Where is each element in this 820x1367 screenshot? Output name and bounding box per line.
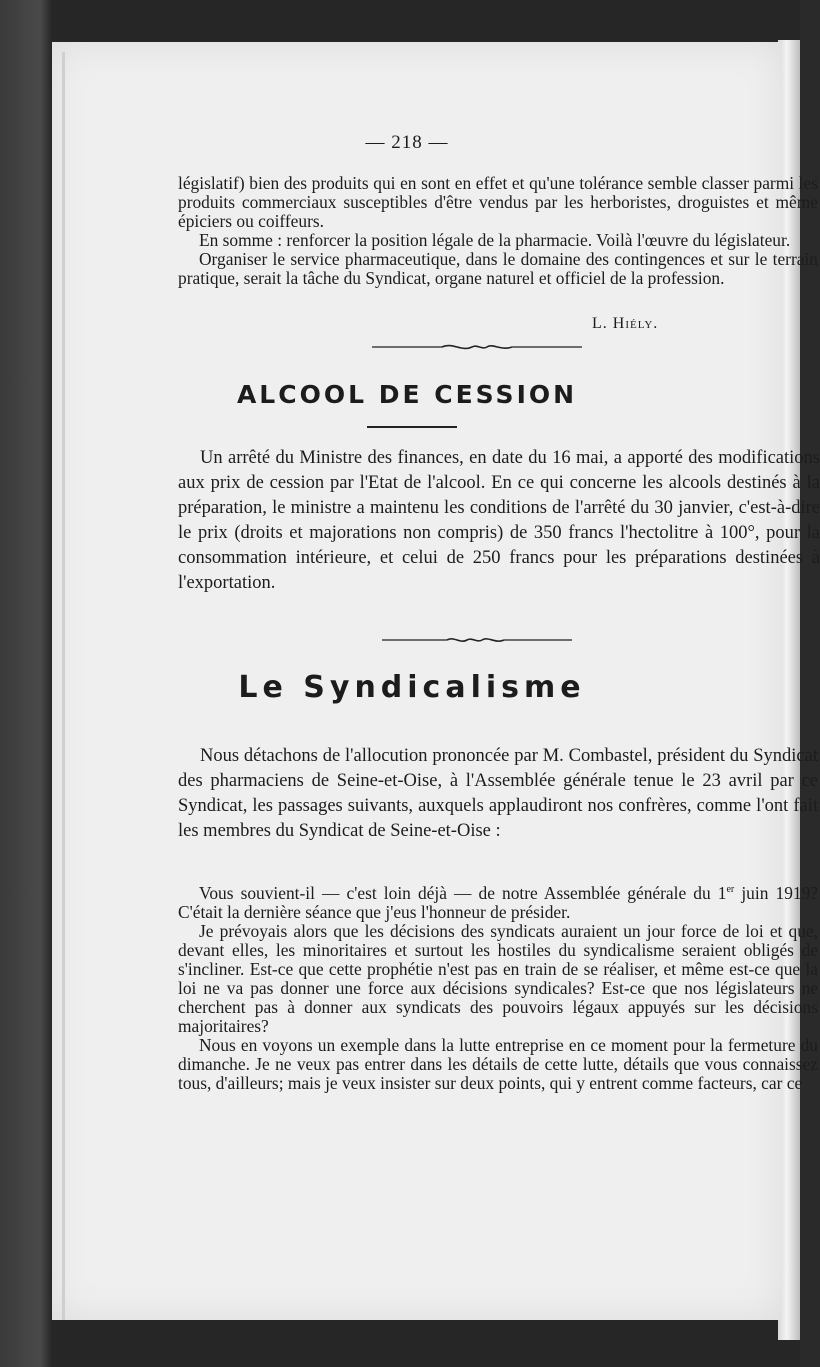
alcool-text: [178, 446, 820, 596]
section-title-alcool: ALCOOL DE CESSION: [236, 380, 578, 409]
alcool-paragraph: Un arrêté du Ministre des finances, en date du 16 mai, a apporté des modifications aux prix de cession par l'Etat de l'alcool. En ce qui concerne les alcools destinés à la préparation, le ministre a maintenu les conditions de l'arrêté du 30 janvier, c'est-à-dire le prix (droits et majorations non compris) de 350 francs l'hectolitre à 100°, pour la consommation intérieure, et celui de 250 francs pour les préparations destinées à l'exportation.: [178, 448, 820, 593]
intro-paragraph-2: En somme : renforcer la position légale de la pharmacie. Voilà l'œuvre du législateur.: [199, 230, 791, 250]
ornament-divider-2: [382, 635, 572, 645]
flourish-icon: [382, 635, 572, 645]
speech-p1-a: Vous souvient-il — c'est loin déjà — de notre Assemblée générale du 1: [199, 882, 727, 903]
signature-name: Hiély.: [612, 315, 659, 332]
intro-text: [178, 174, 818, 288]
intro-paragraph-3: Organiser le service pharmaceutique, dans le domaine des contingences et sur le terrain pratique, serait la tâche du Syndicat, organe naturel et officiel de la profession.: [178, 249, 818, 288]
syndicalisme-intro-paragraph: Nous détachons de l'allocution prononcée par M. Combastel, président du Syndicat des pharmaciens de Seine-et-Oise, à l'Assemblée générale tenue le 23 avril par ce Syndicat, les passages suivants, auxquels applaudiront nos confrères, comme l'ont fait les membres du Syndicat de Seine-et-Oise :: [178, 746, 818, 841]
page-number: — 218 —: [365, 132, 449, 153]
section-title-syndicalisme: Le Syndicalisme: [238, 670, 586, 705]
intro-paragraph-1: législatif) bien des produits qui en sont en effet et qu'une tolérance semble classer parmi les produits commerciaux susceptibles d'être vendus par les herboristes, droguistes et même épiciers ou coiffeurs.: [178, 173, 818, 231]
flourish-icon: [372, 342, 582, 352]
signature-initial: L.: [592, 315, 608, 332]
book-page: [52, 42, 820, 1320]
title-underline: [367, 426, 457, 428]
signature: [592, 315, 658, 333]
speech-paragraph-2: Je prévoyais alors que les décisions des syndicats auraient un jour force de loi et que, devant elles, les minoritaires et surtout les hostiles du syndicalisme seraient obligés de s'incliner. Est-ce que cette prophétie n'est pas en train de se réaliser, et même est-ce que la loi ne va pas donner une force aux décisions syndicales? Est-ce que nos législateurs ne cherchent pas à donner aux syndicats des pouvoirs légaux appuyés sur les décisions majoritaires?: [178, 920, 818, 1036]
speech-paragraph-1: [178, 880, 818, 922]
speech-p1-sup: er: [726, 884, 735, 895]
speech-p1-b: juin 1919? C'était la dernière séance que j'eus l'honneur de présider.: [178, 882, 818, 922]
speech-paragraph-3: Nous en voyons un exemple dans la lutte entreprise en ce moment pour la fermeture du dimanche. Je ne veux pas entrer dans les détails de cette lutte, détails que vous connaissez tous, d'ailleurs; mais je veux insister sur deux points, qui y entrent comme facteurs, car ce: [178, 1034, 818, 1093]
syndicalisme-intro: [178, 744, 818, 844]
ornament-divider-1: [372, 342, 582, 352]
speech-text: [178, 880, 818, 1093]
